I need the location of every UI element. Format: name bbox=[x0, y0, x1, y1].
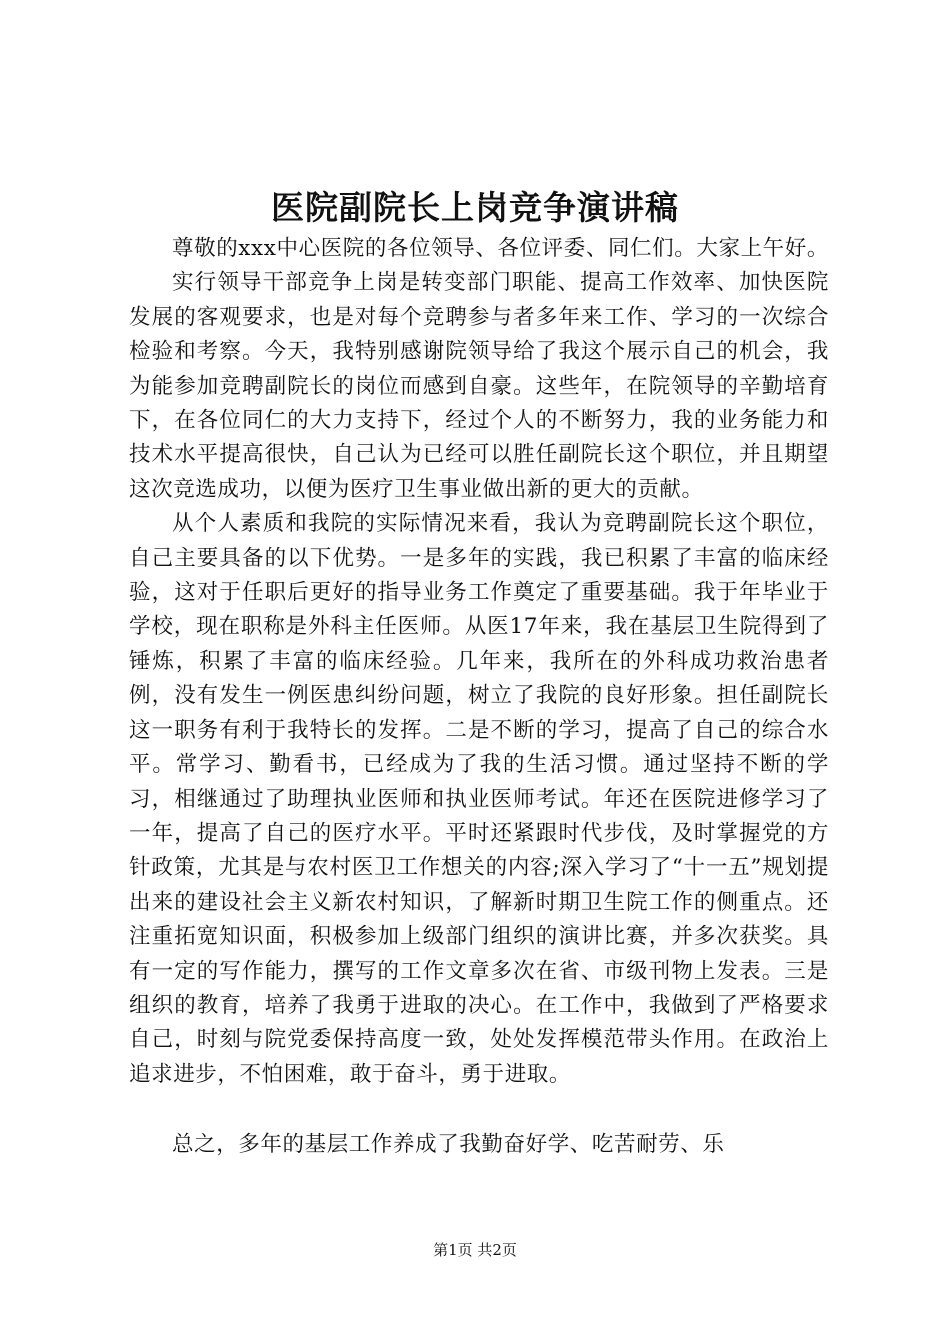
document-body bbox=[129, 232, 829, 1163]
paragraph-advantages: 从个人素质和我院的实际情况来看，我认为竞聘副院长这个职位，自己主要具备的以下优势。一是多年的实践，我已积累了丰富的临床经验，这对于任职后更好的指导业务工作奠定了重要基础。我于年毕业于学校，现在职称是外科主任医师。从医17年来，我在基层卫生院得到了锤炼，积累了丰富的临床经验。几年来，我所在的外科成功救治患者例，没有发生一例医患纠纷问题，树立了我院的良好形象。担任副院长这一职务有利于我特长的发挥。二是不断的学习，提高了自己的综合水平。常学习、勤看书，已经成为了我的生活习惯。通过坚持不断的学习，相继通过了助理执业医师和执业医师考试。年还在医院进修学习了一年，提高了自己的医疗水平。平时还紧跟时代步伐，及时掌握党的方针政策，尤其是与农村医卫工作想关的内容;深入学习了“十一五”规划提出来的建设社会主义新农村知识，了解新时期卫生院工作的侧重点。还注重拓宽知识面，积极参加上级部门组织的演讲比赛，并多次获奖。具有一定的写作能力，撰写的工作文章多次在省、市级刊物上发表。三是组织的教育，培养了我勇于进取的决心。在工作中，我做到了严格要求自己，时刻与院党委保持高度一致，处处发挥模范带头作用。在政治上追求进步，不怕困难，敢于奋斗，勇于进取。 bbox=[129, 511, 829, 1087]
paragraph-conclusion: 总之，多年的基层工作养成了我勤奋好学、吃苦耐劳、乐 bbox=[172, 1132, 725, 1158]
page-number-footer: 第1页 共2页 bbox=[433, 1241, 517, 1259]
paragraph-introduction: 实行领导干部竞争上岗是转变部门职能、提高工作效率、加快医院发展的客观要求，也是对每个竞聘参与者多年来工作、学习的一次综合检验和考察。今天，我特别感谢院领导给了我这个展示自己的机会，我为能参加竞聘副院长的岗位而感到自豪。这些年，在院领导的辛勤培育下，在各位同仁的大力支持下，经过个人的不断努力，我的业务能力和技术水平提高很快，自己认为已经可以胜任副院长这个职位，并且期望这次竞选成功，以便为医疗卫生事业做出新的更大的贡献。 bbox=[129, 270, 829, 502]
paragraph-greeting: 尊敬的xxx中心医院的各位领导、各位评委、同仁们。大家上午好。 bbox=[172, 236, 829, 261]
document-title: 医院副院长上岗竞争演讲稿 bbox=[271, 188, 679, 227]
